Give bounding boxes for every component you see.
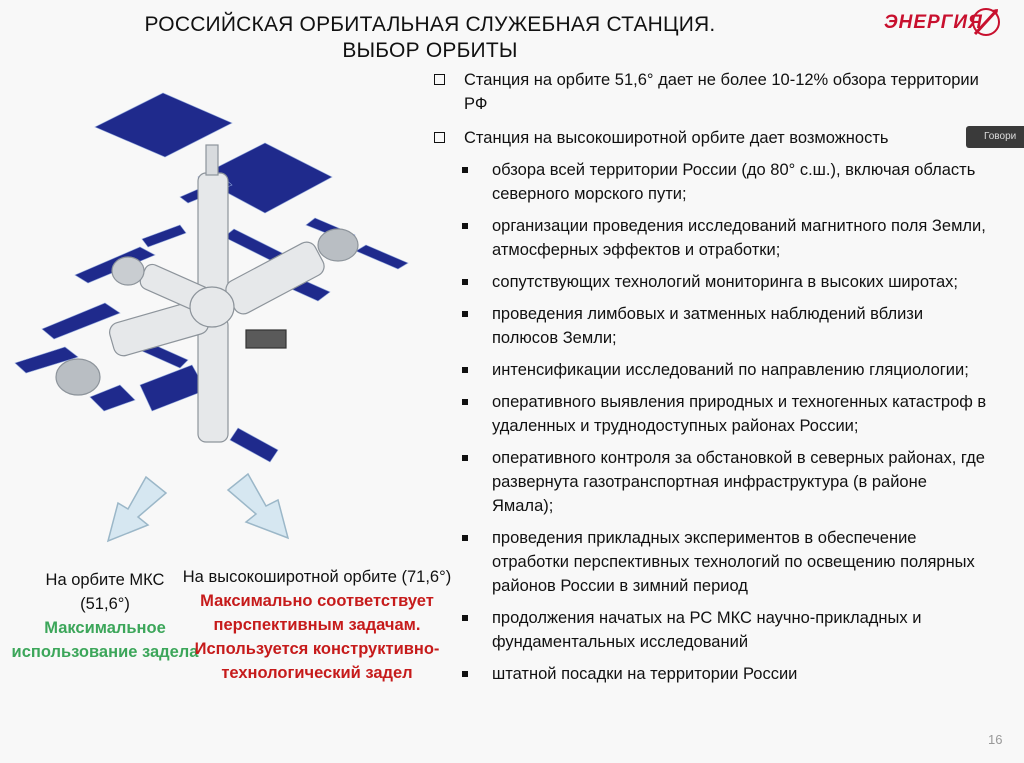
title-line-1: РОССИЙСКАЯ ОРБИТАЛЬНАЯ СЛУЖЕБНАЯ СТАНЦИЯ. (144, 13, 716, 36)
list-item (432, 214, 992, 262)
title-line-2: ВЫБОР ОРБИТЫ (342, 39, 518, 62)
speaker-indicator[interactable]: Говори (966, 126, 1024, 148)
list-item (432, 270, 992, 294)
ms-orbit-conclusion: Максимальное использование задела (11, 619, 199, 661)
bullet-list (432, 68, 992, 694)
bullet-text: Станция на орбите 51,6° дает не более 10-12% обзора территории РФ (464, 71, 979, 113)
square-bullet-icon (462, 311, 468, 317)
ms-orbit-line2: (51,6°) (80, 595, 130, 613)
list-item (432, 302, 992, 350)
ms-orbit-line1: На орбите МКС (45, 571, 165, 589)
sub-text: интенсификации исследований по направлению гляциологии; (492, 361, 969, 379)
bullet-item-1 (432, 68, 992, 116)
square-bullet-icon (462, 167, 468, 173)
logo-swoosh-icon (880, 4, 1008, 44)
sub-text: продолжения начатых на РС МКС научно-прикладных и фундаментальных исследований (492, 609, 922, 651)
sub-text: сопутствующих технологий мониторинга в высоких широтах; (492, 273, 959, 291)
square-bullet-icon (462, 455, 468, 461)
space-station-image (10, 85, 420, 475)
logo-text: ЭНЕРГИЯ (884, 12, 983, 33)
list-item (432, 446, 992, 518)
high-orbit-line1: На высокоширотной орбите (71,6°) (182, 568, 452, 586)
square-bullet-icon (462, 671, 468, 677)
checkbox-bullet-icon (434, 74, 445, 85)
square-bullet-icon (462, 279, 468, 285)
arrow-right-icon (226, 472, 298, 544)
page-number: 16 (988, 732, 1003, 747)
energia-logo (880, 4, 1008, 44)
sub-text: организации проведения исследований магнитного поля Земли, атмосферных эффектов и отработки; (492, 217, 986, 259)
square-bullet-icon (462, 535, 468, 541)
ms-orbit-caption (10, 568, 200, 664)
list-item (432, 662, 992, 686)
square-bullet-icon (462, 367, 468, 373)
sub-text: оперативного контроля за обстановкой в северных районах, где развернута газотранспортная инфраструктура (в районе Ямала); (492, 449, 985, 515)
high-orbit-conclusion: Максимально соответствует перспективным задачам. Используется конструктивно-технологический задел (194, 592, 440, 682)
slide-title (100, 12, 760, 64)
sub-text: проведения прикладных экспериментов в обеспечение отработки перспективных технологий по освещению полярных районов России в зимний период (492, 529, 975, 595)
high-orbit-caption (182, 565, 452, 685)
square-bullet-icon (462, 223, 468, 229)
square-bullet-icon (462, 399, 468, 405)
square-bullet-icon (462, 615, 468, 621)
list-item (432, 526, 992, 598)
sub-bullet-list (432, 158, 992, 686)
list-item (432, 606, 992, 654)
list-item (432, 158, 992, 206)
list-item (432, 358, 992, 382)
checkbox-bullet-icon (434, 132, 445, 143)
sub-text: штатной посадки на территории России (492, 665, 798, 683)
arrow-left-icon (102, 475, 174, 547)
list-item (432, 390, 992, 438)
bullet-item-2 (432, 126, 992, 150)
bullet-text: Станция на высокоширотной орбите дает возможность (464, 129, 889, 147)
sub-text: обзора всей территории России (до 80° с.ш.), включая область северного морского пути; (492, 161, 976, 203)
sub-text: проведения лимбовых и затменных наблюдений вблизи полюсов Земли; (492, 305, 924, 347)
sub-text: оперативного выявления природных и техногенных катастроф в удаленных и труднодоступных районах России; (492, 393, 987, 435)
